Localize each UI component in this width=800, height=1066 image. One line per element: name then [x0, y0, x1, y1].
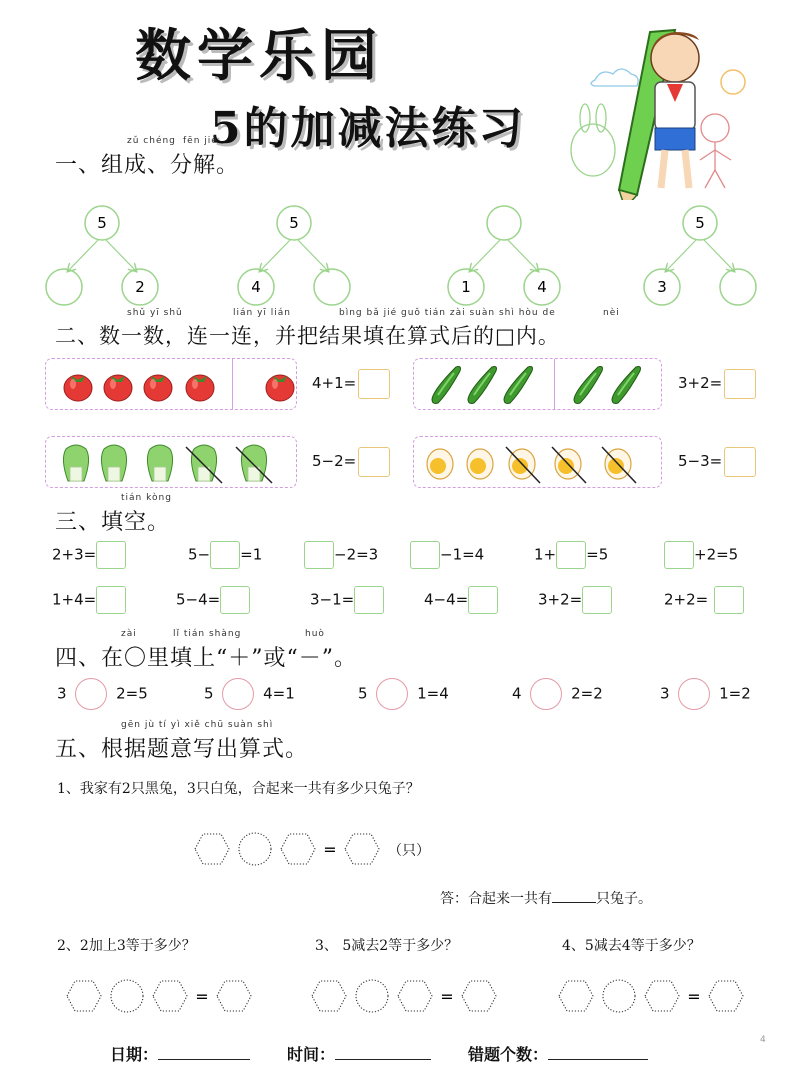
egg-group-box — [413, 436, 662, 488]
tree-number: 5 — [97, 214, 107, 232]
tree-right-circle[interactable] — [314, 269, 350, 305]
sign-circle[interactable] — [222, 678, 254, 710]
sign-circle[interactable] — [678, 678, 710, 710]
hexagon-number-box[interactable] — [559, 981, 593, 1011]
hexagon-number-box[interactable] — [312, 981, 346, 1011]
hexagon-number-box[interactable] — [153, 981, 187, 1011]
sign-item: 3 1=2 — [660, 678, 751, 710]
equation-4-plus-1: 4+1= — [312, 374, 357, 392]
fill-box[interactable] — [210, 541, 240, 569]
doodle-bunny-icon — [571, 104, 615, 176]
equals-sign: = — [195, 987, 209, 1006]
fill-row-1: 2+3= — [52, 541, 126, 569]
section-4-heading: zài lǐ tián shàng huò 四、在〇里填上“＋”或“－”。 — [55, 629, 357, 671]
equals-sign: = — [687, 987, 701, 1006]
cabbage-group-box — [45, 436, 297, 488]
cabbage-icon — [101, 445, 126, 481]
equation-shapes-q1 — [190, 828, 390, 870]
hexagon-result-box[interactable] — [462, 981, 496, 1011]
circle-sign-box[interactable] — [239, 833, 271, 865]
tomato-group-box — [45, 358, 297, 410]
tree-top-circle[interactable] — [487, 206, 521, 240]
answer-line: 答：合起来一共有 只兔子。 — [440, 891, 652, 907]
hexagon-result-box[interactable] — [217, 981, 251, 1011]
question-1: 1、我家有2只黑兔，3只白兔，合起来一共有多少只兔子？ — [57, 781, 420, 797]
fill-box[interactable] — [410, 541, 440, 569]
hexagon-result-box[interactable] — [345, 834, 379, 864]
cucumber-icons — [414, 359, 661, 409]
answer-box-5-minus-2[interactable] — [358, 447, 390, 477]
tomato-icon — [266, 375, 294, 401]
page-number: 4 — [760, 1035, 766, 1045]
hexagon-number-box[interactable] — [645, 981, 679, 1011]
equation-5-minus-3: 5−3= — [678, 452, 723, 470]
cucumber-group-box — [413, 358, 662, 410]
egg-icons — [414, 437, 661, 487]
egg-icon — [552, 447, 586, 483]
date-blank[interactable] — [158, 1059, 250, 1060]
question-3: 3、 5减去2等于多少？ — [315, 938, 459, 954]
cucumber-icon — [574, 367, 603, 404]
question-2: 2、2加上3等于多少？ — [57, 938, 196, 954]
egg-icon — [467, 449, 493, 479]
footer-time: 时间： — [287, 1042, 431, 1065]
cabbage-icons — [46, 437, 296, 487]
sign-circle[interactable] — [75, 678, 107, 710]
hexagon-number-box[interactable] — [398, 981, 432, 1011]
tomato-icon — [144, 375, 172, 401]
fill-box[interactable] — [714, 586, 744, 614]
equation-shapes-q2 — [62, 975, 262, 1017]
fill-item: −2=3 — [304, 541, 378, 569]
doodle-person-icon — [700, 114, 731, 188]
fill-box[interactable] — [304, 541, 334, 569]
title-sub: 5的加减法练习 — [210, 103, 526, 154]
equation-3-plus-2: 3+2= — [678, 374, 723, 392]
fill-box[interactable] — [96, 586, 126, 614]
section-5-heading: gēn jù tí yì xiě chū suàn shì 五、根据题意写出算式。 — [55, 720, 309, 762]
fill-box[interactable] — [220, 586, 250, 614]
fill-item: 2+2= — [664, 586, 744, 614]
tree-number: 5 — [289, 214, 299, 232]
sign-item: 5 4=1 — [204, 678, 295, 710]
section-2-heading: shǔ yī shǔ lián yī lián bìng bǎ jié guǒ tián zài suàn shì hòu de nèi 二、数一数，连一连，并把结果填在算式后的□内。 — [55, 308, 620, 348]
egg-icon — [602, 447, 636, 483]
fill-box[interactable] — [556, 541, 586, 569]
tree-number: 5 — [695, 214, 705, 232]
fill-box[interactable] — [582, 586, 612, 614]
equals-sign: = — [440, 987, 454, 1006]
fill-item: 5− =1 — [188, 541, 262, 569]
cucumber-icon — [468, 367, 497, 404]
composition-tree — [46, 206, 158, 305]
time-blank[interactable] — [335, 1059, 431, 1060]
egg-icon — [506, 447, 540, 483]
cucumber-icon — [612, 367, 641, 404]
fill-item: −1=4 — [410, 541, 484, 569]
circle-sign-box[interactable] — [603, 980, 635, 1012]
hexagon-result-box[interactable] — [709, 981, 743, 1011]
shorts-icon — [655, 128, 695, 150]
sign-item: 4 2=2 — [512, 678, 603, 710]
fill-item: 1+4= — [52, 586, 126, 614]
composition-trees — [40, 195, 770, 310]
cabbage-icon — [147, 445, 172, 481]
tree-number: 4 — [537, 278, 547, 296]
hexagon-number-box[interactable] — [195, 834, 229, 864]
equals-sign: = — [323, 840, 337, 859]
sign-item: 5 1=4 — [358, 678, 449, 710]
question-4: 4、5减去4等于多少？ — [562, 938, 701, 954]
equation-shapes-q3 — [307, 975, 507, 1017]
tree-number: 4 — [251, 278, 261, 296]
fill-box[interactable] — [354, 586, 384, 614]
egg-icon — [427, 449, 453, 479]
circle-sign-box[interactable] — [356, 980, 388, 1012]
equation-shapes-q4 — [554, 975, 754, 1017]
tree-number: 1 — [461, 278, 471, 296]
equation-5-minus-2: 5−2= — [312, 452, 357, 470]
cloud-icon — [591, 69, 638, 86]
sign-item: 3 2=5 — [57, 678, 148, 710]
cucumber-icon — [432, 367, 461, 404]
cabbage-icon — [236, 445, 272, 483]
sun-icon — [721, 70, 745, 94]
boy-with-pencil-illustration — [555, 10, 775, 200]
footer-errors: 错题个数： — [468, 1042, 648, 1065]
fill-item: +2=5 — [664, 541, 738, 569]
answer-box-5-minus-3[interactable] — [724, 447, 756, 477]
fill-item: 4−4= — [424, 586, 498, 614]
fill-item: 3−1= — [310, 586, 384, 614]
composition-tree — [448, 206, 560, 305]
fill-box[interactable] — [664, 541, 694, 569]
cabbage-icon — [63, 445, 88, 481]
hexagon-number-box[interactable] — [67, 981, 101, 1011]
fill-item: 5−4= — [176, 586, 250, 614]
fill-item: 3+2= — [538, 586, 612, 614]
answer-box-3-plus-2[interactable] — [724, 369, 756, 399]
answer-blank[interactable] — [552, 902, 596, 903]
tomato-icon — [186, 375, 214, 401]
errors-blank[interactable] — [548, 1059, 648, 1060]
footer-date: 日期： — [110, 1042, 250, 1065]
unit-label: （只） — [388, 843, 430, 859]
answer-box-4-plus-1[interactable] — [358, 369, 390, 399]
tomato-icons — [46, 359, 296, 409]
section-3-heading: tián kòng 三、填空。 — [55, 493, 172, 535]
cabbage-icon — [186, 445, 222, 483]
tree-number: 3 — [657, 278, 667, 296]
composition-tree — [238, 206, 350, 305]
fill-box[interactable] — [96, 541, 126, 569]
tree-right-circle[interactable] — [720, 269, 756, 305]
hexagon-number-box[interactable] — [281, 834, 315, 864]
composition-tree — [644, 206, 756, 305]
section-1-heading: zǔ chéng fēn jiě 一、组成、分解。 — [55, 136, 240, 178]
title-main: 数学乐园 — [135, 23, 383, 89]
tomato-icon — [64, 375, 92, 401]
fill-item: 1+ =5 — [534, 541, 608, 569]
sign-circle[interactable] — [376, 678, 408, 710]
sign-circle[interactable] — [530, 678, 562, 710]
tree-left-circle[interactable] — [46, 269, 82, 305]
circle-sign-box[interactable] — [111, 980, 143, 1012]
tomato-icon — [104, 375, 132, 401]
tree-number: 2 — [135, 278, 145, 296]
cucumber-icon — [504, 367, 533, 404]
fill-box[interactable] — [468, 586, 498, 614]
